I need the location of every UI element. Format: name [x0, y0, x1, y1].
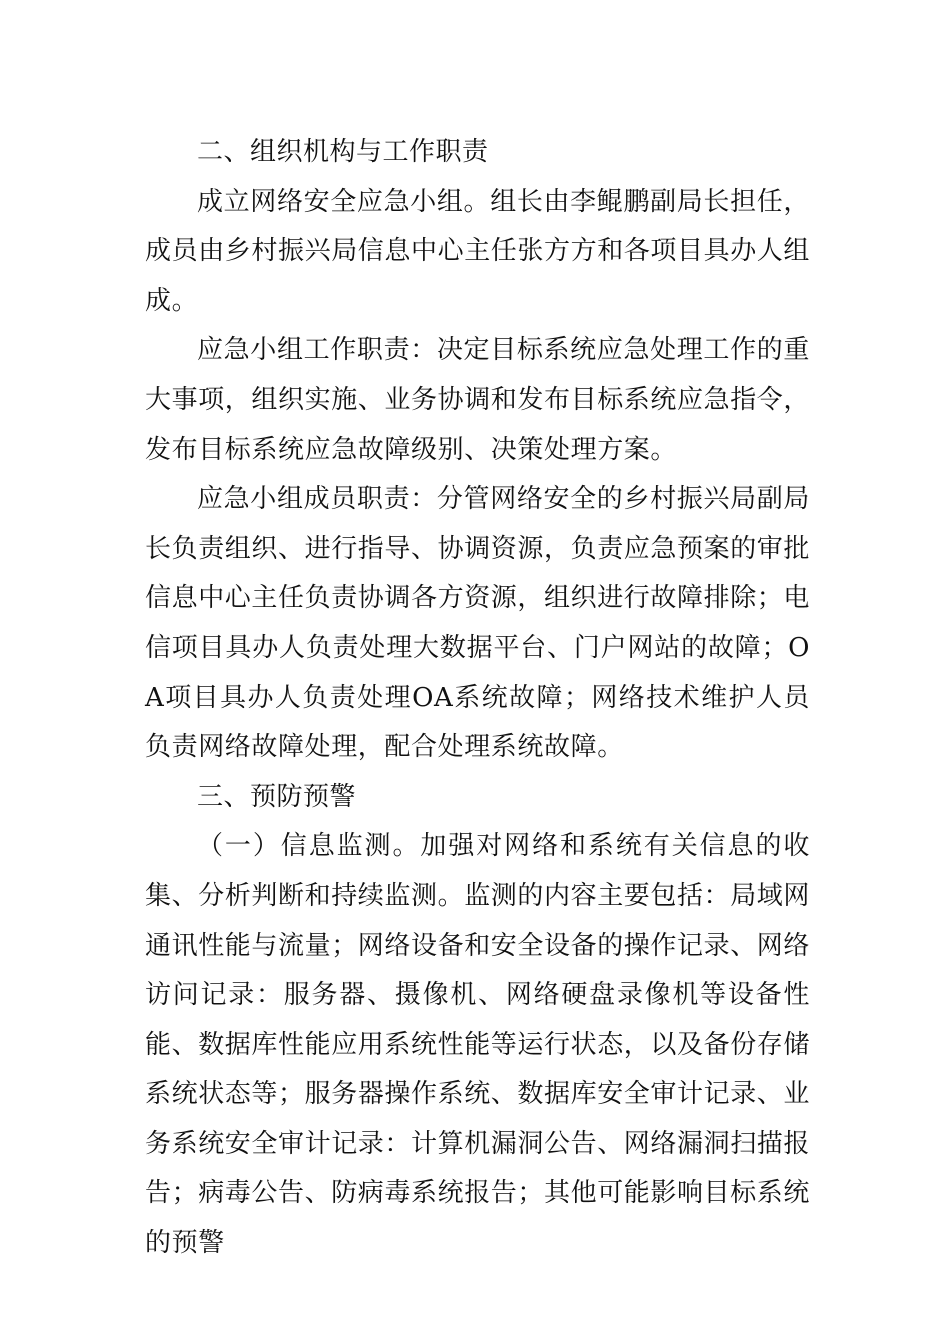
- paragraph-member-duties: 应急小组成员职责：分管网络安全的乡村振兴局副局长负责组织、进行指导、协调资源，负责应急预案的审批信息中心主任负责协调各方资源，组织进行故障排除；电信项目具办人负责处理大数据平台、门户网站的故障；OA项目具办人负责处理OA系统故障；网络技术维护人员负责网络故障处理，配合处理系统故障。: [145, 484, 811, 763]
- section-heading-organization: 二、组织机构与工作职责: [197, 137, 489, 167]
- document-body: [145, 128, 810, 1269]
- section-heading-prevention: 三、预防预警: [197, 781, 357, 812]
- paragraph-emergency-group: 成立网络安全应急小组。组长由李鲲鹏副局长担任，成员由乡村振兴局信息中心主任张方方和各项目具办人组成。: [145, 186, 811, 316]
- paragraph-group-duties: 应急小组工作职责：决定目标系统应急处理工作的重大事项，组织实施、业务协调和发布目标系统应急指令，发布目标系统应急故障级别、决策处理方案。: [145, 335, 811, 465]
- paragraph-information-monitoring: （一）信息监测。加强对网络和系统有关信息的收集、分析判断和持续监测。监测的内容主要包括：局域网通讯性能与流量；网络设备和安全设备的操作记录、网络访问记录：服务器、摄像机、网络硬盘录像机等设备性能、数据库性能应用系统性能等运行状态，以及备份存储系统状态等；服务器操作系统、数据库安全审计记录、业务系统安全审计记录：计算机漏洞公告、网络漏洞扫描报告；病毒公告、防病毒系统报告；其他可能影响目标系统的预警: [145, 831, 811, 1259]
